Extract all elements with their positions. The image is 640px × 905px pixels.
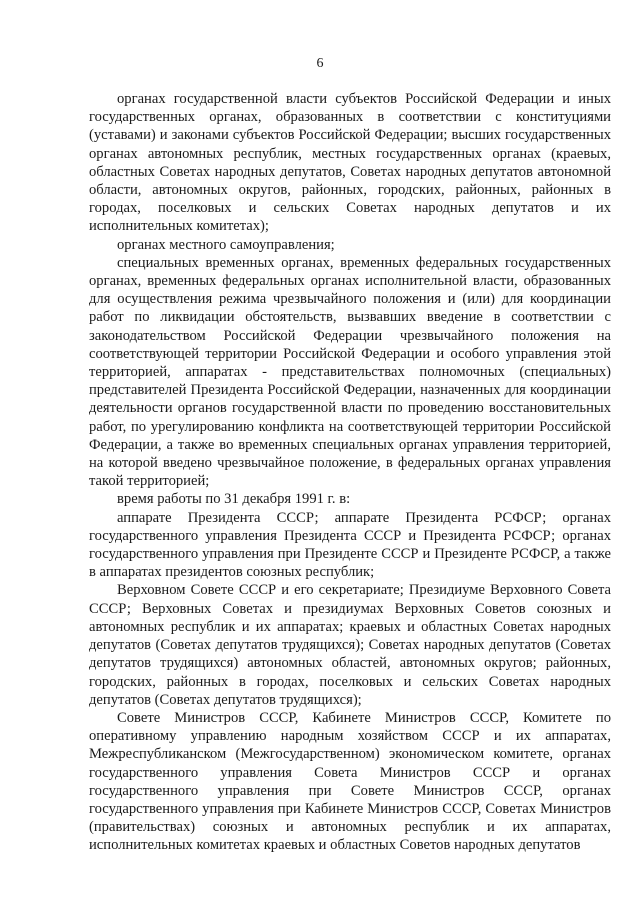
paragraph: аппарате Президента СССР; аппарате Президента РСФСР; органах государственного управления Президента СССР и Президента РСФСР; органах государственного управления при Президенте СССР и Президенте РСФСР, а также в аппаратах президентов союзных республик; <box>89 509 611 581</box>
paragraph: время работы по 31 декабря 1991 г. в: <box>117 491 351 508</box>
paragraph: Совете Министров СССР, Кабинете Министров СССР, Комитете по оперативному управлению народным хозяйством СССР и их аппаратах, Межреспубликанском (Межгосударственном) экономическом комитете, органах государственного управления Совета Министров СССР и органах государственного управления при Совете Министров СССР, органах государственного управления при Кабинете Министров СССР, Советах Министров (правительствах) союзных и автономных республик и их аппаратах, исполнительных комитетах краевых и областных Советов народных депутатов <box>89 709 611 854</box>
paragraph: органах государственной власти субъектов Российской Федерации и иных государственных органах, образованных в соответствии с конституциями (уставами) и законами субъектов Российской Федерации; высших государственных органах автономных республик, местных государственных органах (краевых, областных Советах народных депутатов, Советах народных депутатов автономной области, автономных округов, районных, городских, районных, районных в городах, поселковых и сельских Советах народных депутатов и их исполнительных комитетах); <box>89 91 611 235</box>
paragraph: Верховном Совете СССР и его секретариате; Президиуме Верховного Совета СССР; Верховных Советах и президиумах Верховных Советов союзных и автономных республик и их аппаратах; краевых и областных Советах народных депутатов (Советах депутатов трудящихся); Советах народных депутатов (Советах депутатов трудящихся) автономных областей, автономных округов; районных, городских, районных в городах, поселковых и сельских Советах народных депутатов (Советах депутатов трудящихся); <box>89 582 611 708</box>
paragraph: органах местного самоуправления; <box>117 236 335 253</box>
paragraph: специальных временных органах, временных федеральных государственных органах, временных федеральных органах исполнительной власти, образованных для осуществления режима чрезвычайного положения и (или) для координации работ по ликвидации обстоятельств, вызвавших введение в соответствии с законодательством Российской Федерации чрезвычайного положения на соответствующей территории Российской Федерации и особого управления этой территорией, аппаратах - представительствах полномочных (специальных) представителей Президента Российской Федерации, назначенных для координации деятельности органов государственной власти по проведению восстановительных работ, по урегулированию конфликта на соответствующей территории Российской Федерации, а также во временных специальных органах управления территорией, на которой введено чрезвычайное положение, в федеральных органах управления такой территорией; <box>89 254 611 490</box>
page-number: 6 <box>316 56 324 71</box>
body-text <box>89 90 611 855</box>
